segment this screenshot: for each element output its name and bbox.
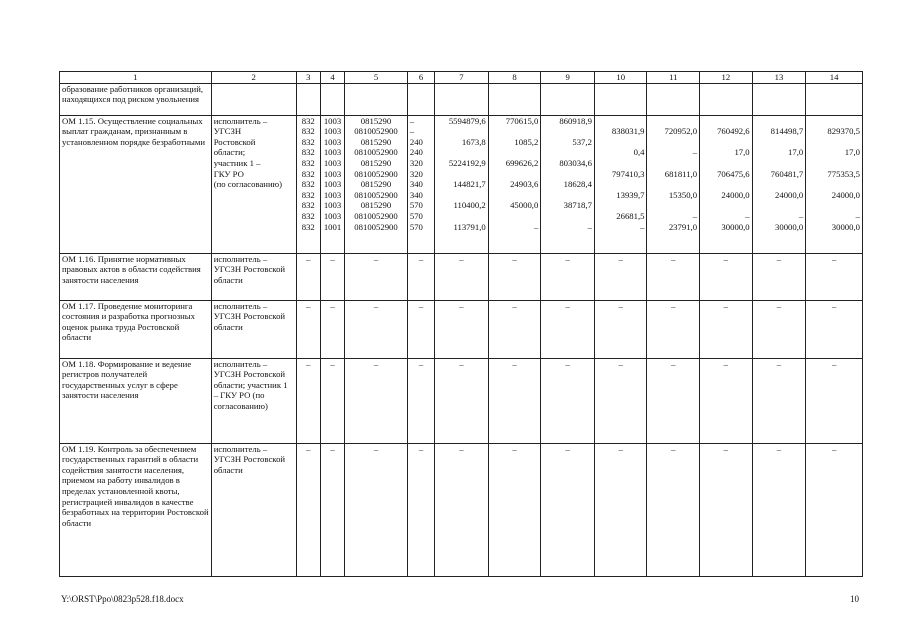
cell-line: УГСЗН [213, 126, 242, 137]
column-header: 1 [60, 72, 212, 84]
cell-line [755, 137, 804, 148]
cell-line [702, 158, 750, 169]
dash-cell: – [541, 300, 595, 358]
value-7-cell [435, 115, 489, 253]
file-path-footer: Y:\ORST\Ppo\0823p528.f18.docx [61, 594, 184, 604]
cell-line: – [745, 210, 750, 221]
dash-cell: – [435, 443, 489, 576]
cell-line: 0815290 [360, 157, 392, 168]
dash-cell: – [435, 253, 489, 300]
cell-line: участник 1 – [213, 157, 261, 168]
cell-line: 5224192,9 [448, 157, 486, 168]
empty-cell [407, 83, 434, 115]
empty-cell [435, 83, 489, 115]
cell-line: 13939,7 [616, 189, 645, 200]
cell-line: 1003 [323, 210, 342, 221]
cell-line: 570 [409, 210, 423, 221]
executor-cell: исполнитель – УГСЗН Ростовской области [211, 300, 296, 358]
table-row [60, 83, 863, 115]
cell-line: 760492,6 [717, 126, 750, 137]
cell-line: 5594879,6 [448, 115, 486, 126]
cell-line [755, 200, 804, 211]
cell-line: – [692, 210, 698, 221]
empty-cell [647, 83, 700, 115]
cell-line: 17,0 [734, 147, 750, 158]
cell-line: 0810052900 [354, 126, 398, 137]
cell-line: 832 [301, 221, 315, 232]
cell-line: 860918,9 [559, 115, 592, 126]
cell-line [543, 211, 592, 222]
table-row-om-1-15 [60, 115, 863, 253]
cell-line: 0,4 [633, 147, 645, 158]
cell-line: 1003 [323, 200, 342, 211]
cell-line [437, 147, 486, 158]
cell-line: 38718,7 [563, 200, 592, 211]
cell-line [597, 116, 645, 127]
dash-cell: – [296, 253, 320, 300]
cell-line [755, 116, 804, 127]
cell-line: – [409, 126, 415, 137]
cell-line [702, 116, 750, 127]
table-row-om-1-18 [60, 358, 863, 443]
column-header: 3 [296, 72, 320, 84]
cell-line: 340 [409, 189, 423, 200]
cell-line: 770615,0 [505, 115, 539, 126]
cell-line: 760481,7 [770, 168, 804, 179]
column-header: 13 [752, 72, 806, 84]
cell-line: области; [213, 147, 246, 158]
cell-line: 24000,0 [831, 189, 860, 200]
cell-line [702, 179, 750, 190]
cell-line: 1673,8 [461, 136, 486, 147]
cell-line: 838031,9 [611, 126, 645, 137]
dash-cell: – [320, 253, 344, 300]
cell-line: – [587, 221, 592, 232]
empty-cell [594, 83, 647, 115]
cell-line: 110400,2 [453, 200, 486, 211]
dash-cell: – [752, 443, 806, 576]
executor-cell: исполнитель – УГСЗН Ростовской области [211, 253, 296, 300]
cell-line [649, 158, 697, 169]
cell-line: 814498,7 [770, 126, 804, 137]
column-header: 10 [594, 72, 647, 84]
cell-line: 0810052900 [354, 189, 398, 200]
dash-cell: – [541, 443, 595, 576]
cell-line [597, 137, 645, 148]
cell-line [437, 126, 486, 137]
cell-line: 144821,7 [453, 179, 486, 190]
row-description: ОМ 1.17. Проведение мониторинга состояния и разработка прогнозных оценок рынка труда Ростовской области [60, 300, 212, 358]
cell-line: 832 [301, 200, 315, 211]
dash-cell: – [407, 358, 434, 443]
cell-line: 832 [301, 179, 315, 190]
dash-cell: – [541, 358, 595, 443]
dash-cell: – [700, 300, 753, 358]
cell-line: 18628,4 [563, 179, 592, 190]
dash-cell: – [647, 300, 700, 358]
cell-line: 1001 [323, 221, 342, 232]
cell-line: 832 [301, 168, 315, 179]
code-5-cell [345, 115, 408, 253]
cell-line: 24903,6 [510, 179, 539, 190]
dash-cell: – [594, 443, 647, 576]
dash-cell: – [594, 358, 647, 443]
cell-line [491, 211, 539, 222]
value-13-cell [752, 115, 806, 253]
dash-cell: – [407, 300, 434, 358]
cell-line: 26681,5 [616, 210, 645, 221]
budget-table [59, 71, 863, 577]
column-header: 6 [407, 72, 434, 84]
column-header: 8 [488, 72, 541, 84]
dash-cell: – [752, 358, 806, 443]
cell-line: 832 [301, 210, 315, 221]
cell-line: 1003 [323, 136, 342, 147]
cell-line: 0815290 [360, 115, 392, 126]
dash-cell: – [700, 443, 753, 576]
cell-line: 0810052900 [354, 147, 398, 158]
cell-line: – [855, 210, 860, 221]
cell-line: 30000,0 [831, 221, 860, 232]
cell-line: 797410,3 [611, 168, 645, 179]
dash-cell: – [407, 253, 434, 300]
cell-line: 832 [301, 126, 315, 137]
cell-line [649, 200, 697, 211]
cell-line: 113791,0 [453, 221, 486, 232]
cell-line: 0810052900 [354, 221, 398, 232]
empty-cell [488, 83, 541, 115]
table-row-om-1-16 [60, 253, 863, 300]
empty-cell [345, 83, 408, 115]
empty-cell [211, 83, 296, 115]
cell-line [702, 200, 750, 211]
cell-line: 570 [409, 200, 423, 211]
cell-line: 24000,0 [775, 189, 804, 200]
dash-cell: – [320, 443, 344, 576]
cell-line [702, 137, 750, 148]
cell-line: 1085,2 [514, 136, 539, 147]
dash-cell: – [647, 358, 700, 443]
cell-line: 23791,0 [668, 221, 698, 232]
dash-cell: – [345, 358, 408, 443]
cell-line: 340 [409, 179, 423, 190]
cell-line: 0815290 [360, 179, 392, 190]
table-header-row [60, 72, 863, 84]
cell-line: 803034,6 [559, 157, 592, 168]
cell-line: 829370,5 [827, 126, 860, 137]
cell-line [597, 158, 645, 169]
executor-cell: исполнитель – УГСЗН Ростовской области; участник 1 – ГКУ РО (по согласованию) [211, 358, 296, 443]
dash-cell: – [488, 443, 541, 576]
cell-line: 832 [301, 136, 315, 147]
cell-line: 17,0 [788, 147, 804, 158]
cell-line: – [798, 210, 804, 221]
cell-line [437, 211, 486, 222]
cell-line: 0815290 [360, 200, 392, 211]
executor-cell [211, 115, 296, 253]
column-header: 2 [211, 72, 296, 84]
column-header: 7 [435, 72, 489, 84]
cell-line: 832 [301, 189, 315, 200]
value-14-cell [806, 115, 863, 253]
cell-line [543, 126, 592, 137]
code-4-cell [320, 115, 344, 253]
cell-line [808, 179, 860, 190]
dash-cell: – [752, 300, 806, 358]
value-12-cell [700, 115, 753, 253]
cell-line: 1003 [323, 179, 342, 190]
row-description: ОМ 1.15. Осуществление социальных выплат гражданам, признанным в установленном порядке безработными [60, 115, 212, 253]
cell-line: Ростовской [213, 136, 256, 147]
cell-line: 1003 [323, 126, 342, 137]
cell-line: 15350,0 [668, 189, 698, 200]
dash-cell: – [700, 253, 753, 300]
dash-cell: – [806, 443, 863, 576]
dash-cell: – [296, 443, 320, 576]
cell-line: 30000,0 [775, 221, 804, 232]
dash-cell: – [647, 443, 700, 576]
dash-cell: – [752, 253, 806, 300]
cell-line: (по согласованию) [213, 179, 282, 190]
row-description: ОМ 1.19. Контроль за обеспечением государственных гарантий в области содействия занятости населения, приемом на работу инвалидов в пределах установленной квоты, регистрацией инвалидов в качестве безработных на территории Ростовской области [60, 443, 212, 576]
cell-line: 1003 [323, 115, 342, 126]
cell-line: 0815290 [360, 136, 392, 147]
cell-line: ГКУ РО [213, 168, 244, 179]
value-10-cell [594, 115, 647, 253]
cell-line [491, 126, 539, 137]
cell-line [491, 190, 539, 201]
dash-cell: – [435, 300, 489, 358]
cell-line [543, 147, 592, 158]
dash-cell: – [345, 443, 408, 576]
cell-line [649, 137, 697, 148]
dash-cell: – [594, 300, 647, 358]
cell-line: 720952,0 [664, 126, 698, 137]
cell-line: 832 [301, 115, 315, 126]
row-description: образование работников организаций, находящихся под риском увольнения [60, 83, 212, 115]
cell-line [437, 190, 486, 201]
cell-line [491, 147, 539, 158]
cell-line: 832 [301, 147, 315, 158]
empty-cell [541, 83, 595, 115]
cell-line: исполнитель – [213, 115, 268, 126]
cell-line: – [533, 221, 539, 232]
dash-cell: – [594, 253, 647, 300]
empty-cell [320, 83, 344, 115]
cell-line [597, 179, 645, 190]
empty-cell [700, 83, 753, 115]
dash-cell: – [488, 300, 541, 358]
cell-line [808, 116, 860, 127]
cell-line: 30000,0 [721, 221, 750, 232]
dash-cell: – [435, 358, 489, 443]
column-header: 14 [806, 72, 863, 84]
cell-line: 17,0 [844, 147, 860, 158]
cell-line: 832 [301, 157, 315, 168]
cell-line: – [409, 115, 415, 126]
row-description: ОМ 1.18. Формирование и ведение регистров получателей государственных услуг в сфере занятости населения [60, 358, 212, 443]
empty-cell [752, 83, 806, 115]
cell-line [543, 190, 592, 201]
code-3-cell [296, 115, 320, 253]
cell-line: 0810052900 [354, 210, 398, 221]
value-9-cell [541, 115, 595, 253]
executor-cell: исполнитель – УГСЗН Ростовской области [211, 443, 296, 576]
cell-line [808, 158, 860, 169]
cell-line: 1003 [323, 168, 342, 179]
cell-line [491, 169, 539, 180]
cell-line: 1003 [323, 189, 342, 200]
cell-line: 1003 [323, 147, 342, 158]
cell-line [649, 179, 697, 190]
cell-line: 1003 [323, 157, 342, 168]
dash-cell: – [541, 253, 595, 300]
column-header: 5 [345, 72, 408, 84]
cell-line: 699626,2 [505, 157, 539, 168]
code-6-cell [407, 115, 434, 253]
cell-line: – [692, 147, 698, 158]
cell-line: 320 [409, 168, 423, 179]
column-header: 11 [647, 72, 700, 84]
dash-cell: – [647, 253, 700, 300]
cell-line: 0810052900 [354, 168, 398, 179]
column-header: 9 [541, 72, 595, 84]
cell-line: 706475,6 [717, 168, 750, 179]
empty-cell [296, 83, 320, 115]
dash-cell: – [806, 253, 863, 300]
table-row-om-1-17 [60, 300, 863, 358]
cell-line: 24000,0 [721, 189, 750, 200]
dash-cell: – [320, 358, 344, 443]
dash-cell: – [488, 358, 541, 443]
dash-cell: – [345, 253, 408, 300]
dash-cell: – [296, 300, 320, 358]
cell-line [755, 158, 804, 169]
dash-cell: – [806, 300, 863, 358]
page-number: 10 [850, 594, 859, 604]
cell-line: 240 [409, 147, 423, 158]
table-row-om-1-19 [60, 443, 863, 576]
dash-cell: – [488, 253, 541, 300]
cell-line [755, 179, 804, 190]
dash-cell: – [700, 358, 753, 443]
cell-line: 537,2 [572, 136, 592, 147]
cell-line: 681811,0 [664, 168, 698, 179]
column-header: 4 [320, 72, 344, 84]
column-header: 12 [700, 72, 753, 84]
cell-line: 775353,5 [827, 168, 860, 179]
dash-cell: – [407, 443, 434, 576]
cell-line [808, 200, 860, 211]
dash-cell: – [320, 300, 344, 358]
cell-line [597, 200, 645, 211]
cell-line [649, 116, 697, 127]
cell-line: 570 [409, 221, 423, 232]
cell-line: 45000,0 [510, 200, 539, 211]
row-description: ОМ 1.16. Принятие нормативных правовых актов в области содействия занятости населения [60, 253, 212, 300]
cell-line: 320 [409, 157, 423, 168]
cell-line: 240 [409, 136, 423, 147]
value-11-cell [647, 115, 700, 253]
dash-cell: – [345, 300, 408, 358]
dash-cell: – [806, 358, 863, 443]
empty-cell [806, 83, 863, 115]
cell-line [437, 169, 486, 180]
value-8-cell [488, 115, 541, 253]
cell-line [543, 169, 592, 180]
cell-line: – [640, 221, 645, 232]
dash-cell: – [296, 358, 320, 443]
cell-line [808, 137, 860, 148]
